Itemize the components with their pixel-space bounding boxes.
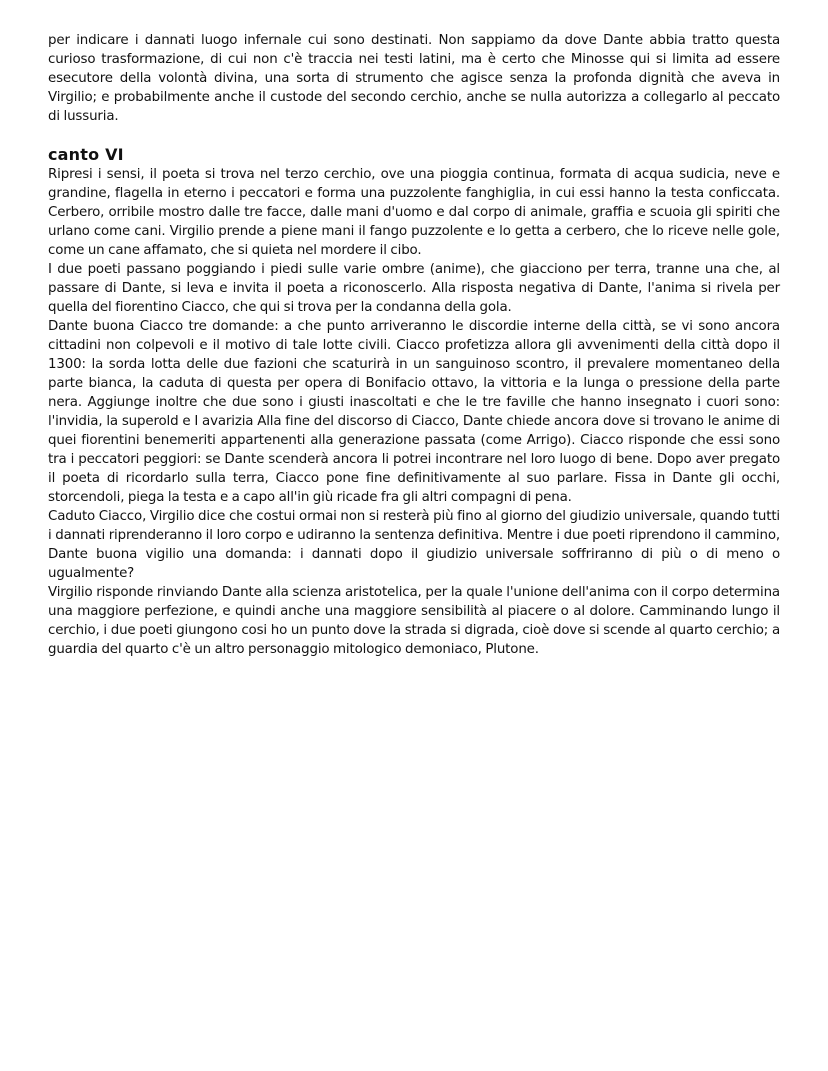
section-title: canto VI [48, 145, 124, 164]
paragraph-1: Ripresi i sensi, il poeta si trova nel terzo cerchio, ove una pioggia continua, formata di acqua sudicia, neve e grandine, flagella in eterno i peccatori e forma una puzzolente fanghiglia, in cui essi hanno la testa conficcata. Cerbero, orribile mostro dalle tre facce, dalle mani d'uomo e dal corpo di animale, graffia e scuoia gli spiriti che urlano come cani. Virgilio prende a piene mani il fango puzzolente e lo getta a cerbero, che lo riceve nelle gole, come un cane affamato, che si quieta nel mordere il cibo. [48, 167, 780, 258]
document-page [48, 31, 780, 659]
paragraph-3: Dante buona Ciacco tre domande: a che punto arriveranno le discordie interne della città, se vi sono ancora cittadini non colpevoli e il motivo di tale lotte civili. Ciacco profetizza allora gli avvenimenti della città dopo il 1300: la sorda lotta delle due fazioni che scaturirà in un sanguinoso scontro, il prevalere momentaneo della parte bianca, la caduta di questa per opera di Bonifacio ottavo, la vittoria e la lunga o pressione della parte nera. Aggiunge inoltre che due sono i giusti inascoltati e che le tre faville che hanno insegnato i cuori sono: l'invidia, la superold e I avarizia Alla fine del discorso di Ciacco, Dante chiede ancora dove si trovano le anime di quei fiorentini benemeriti appartenenti alla generazione passata (come Arrigo). Ciacco risponde che essi sono tra i peccatori peggiori: se Dante scenderà ancora li potrei incontrare nel loro luogo di bene. Dopo aver pregato il poeta di ricordarlo sulla terra, Ciacco pone fine definitivamente al suo parlare. Fissa in Dante gli occhi, storcendoli, piega la testa e a capo all'in giù ricade fra gli altri compagni di pena. [48, 319, 780, 505]
paragraph-2: I due poeti passano poggiando i piedi sulle varie ombre (anime), che giacciono per terra, tranne una che, al passare di Dante, si leva e invita il poeta a riconoscerlo. Alla risposta negativa di Dante, l'anima si rivela per quella del fiorentino Ciacco, che qui si trova per la condanna della gola. [48, 262, 780, 315]
paragraph-4: Caduto Ciacco, Virgilio dice che costui ormai non si resterà più fino al giorno del giudizio universale, quando tutti i dannati riprenderanno il loro corpo e udiranno la sentenza definitiva. Mentre i due poeti riprendono il cammino, Dante buona vigilio una domanda: i dannati dopo il giudizio universale soffriranno di più o di meno o ugualmente? [48, 509, 780, 581]
paragraph-5: Virgilio risponde rinviando Dante alla scienza aristotelica, per la quale l'unione dell'anima con il corpo determina una maggiore perfezione, e quindi anche una maggiore sensibilità al piacere o al dolore. Camminando lungo il cerchio, i due poeti giungono cosi ho un punto dove la strada si digrada, cioè dove si scende al quarto cerchio; a guardia del quarto c'è un altro personaggio mitologico demoniaco, Plutone. [48, 585, 780, 657]
intro-paragraph: per indicare i dannati luogo infernale cui sono destinati. Non sappiamo da dove Dante abbia tratto questa curioso trasformazione, di cui non c'è traccia nei testi latini, ma è certo che Minosse qui si limita ad essere esecutore della volontà divina, una sorta di strumento che agisce senza la profonda dignità che aveva in Virgilio; e probabilmente anche il custode del secondo cerchio, anche se nulla autorizza a collegarlo al peccato di lussuria. [48, 33, 780, 124]
